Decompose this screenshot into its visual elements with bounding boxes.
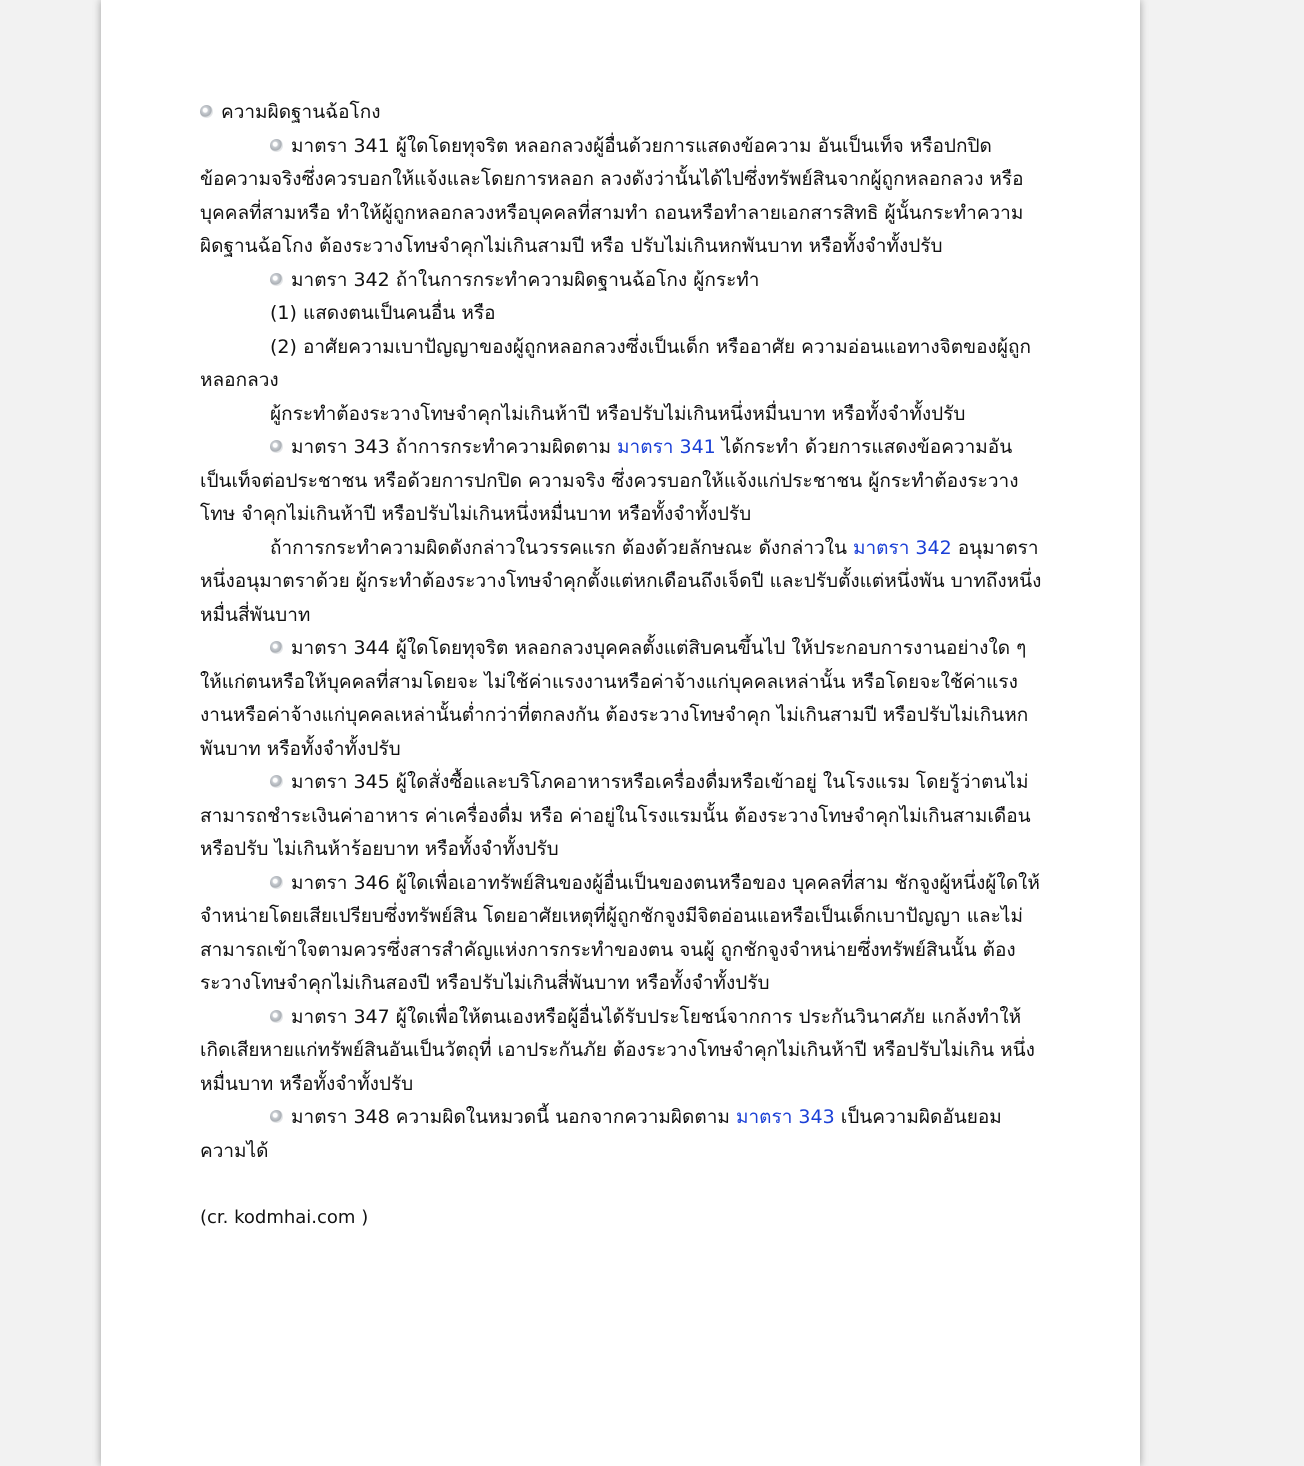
- section-348: มาตรา 348 ความผิดในหมวดนี้ นอกจากความผิดตาม มาตรา 343 เป็นความผิดอันยอมความได้: [200, 1106, 1002, 1162]
- circle-bullet-icon: [270, 876, 283, 889]
- circle-bullet-icon: [270, 775, 283, 788]
- circle-bullet-icon: [270, 641, 283, 654]
- section-343: มาตรา 343 ถ้าการกระทำความผิดตาม มาตรา 341 ได้กระทำ ด้วยการแสดงข้อความอันเป็นเท็จต่อประชาชน หรือด้วยการปกปิด ความจริง ซึ่งควรบอกให้แจ้งแก่ประชาชน ผู้กระทำต้องระวางโทษ จำคุกไม่เกินห้าปี หรือปรับไม่เกินหนึ่งหมื่นบาท หรือทั้งจำทั้งปรับ: [200, 436, 1019, 525]
- section-345: มาตรา 345 ผู้ใดสั่งซื้อและบริโภคอาหารหรือเครื่องดื่มหรือเข้าอยู่ ในโรงแรม โดยรู้ว่าตนไม่สามารถชำระเงินค่าอาหาร ค่าเครื่องดื่ม หรือ ค่าอยู่ในโรงแรมนั้น ต้องระวางโทษจำคุกไม่เกินสามเดือนหรือปรับ ไม่เกินห้าร้อยบาท หรือทั้งจำทั้งปรับ: [200, 771, 1031, 860]
- circle-bullet-icon: [270, 273, 283, 286]
- document-page: [101, 0, 1140, 1466]
- section-342-penalty: ผู้กระทำต้องระวางโทษจำคุกไม่เกินห้าปี หรือปรับไม่เกินหนึ่งหมื่นบาท หรือทั้งจำทั้งปรับ: [270, 402, 966, 425]
- section-342-item-2: (2) อาศัยความเบาปัญญาของผู้ถูกหลอกลวงซึ่งเป็นเด็ก หรืออาศัย ความอ่อนแอทางจิตของผู้ถูกหลอกลวง: [200, 335, 1031, 391]
- section-344: มาตรา 344 ผู้ใดโดยทุจริต หลอกลวงบุคคลตั้งแต่สิบคนขึ้นไป ให้ประกอบการงานอย่างใด ๆ ให้แก่ตนหรือให้บุคคลที่สามโดยจะ ไม่ใช้ค่าแรงงานหรือค่าจ้างแก่บุคคลเหล่านั้น หรือโดยจะใช้ค่าแรงงานหรือค่าจ้างแก่บุคคลเหล่านั้นต่ำกว่าที่ตกลงกัน ต้องระวางโทษจำคุก ไม่เกินสามปี หรือปรับไม่เกินหกพันบาท หรือทั้งจำทั้งปรับ: [200, 637, 1029, 760]
- section-heading: ความผิดฐานฉ้อโกง: [200, 96, 1042, 130]
- section-342: มาตรา 342 ถ้าในการกระทำความผิดฐานฉ้อโกง ผู้กระทำ: [200, 264, 1042, 298]
- link-section-342[interactable]: มาตรา 342: [852, 536, 952, 559]
- circle-bullet-icon: [270, 1010, 283, 1023]
- link-section-341[interactable]: มาตรา 341: [617, 436, 716, 458]
- section-343-paragraph-2: ถ้าการกระทำความผิดดังกล่าวในวรรคแรก ต้องด้วยลักษณะ ดังกล่าวใน มาตรา 342 อนุมาตราหนึ่งอนุมาตราด้วย ผู้กระทำต้องระวางโทษจำคุกตั้งแต่หกเดือนถึงเจ็ดปี และปรับตั้งแต่หนึ่งพัน บาทถึงหนึ่งหมื่นสี่พันบาท: [200, 536, 1042, 626]
- section-346: มาตรา 346 ผู้ใดเพื่อเอาทรัพย์สินของผู้อื่นเป็นของตนหรือของ บุคคลที่สาม ชักจูงผู้หนึ่งผู้ใดให้จำหน่ายโดยเสียเปรียบซึ่งทรัพย์สิน โดยอาศัยเหตุที่ผู้ถูกชักจูงมีจิตอ่อนแอหรือเป็นเด็กเบาปัญญา และไม่สามารถเข้าใจตามควรซึ่งสารสำคัญแห่งการกระทำของตน จนผู้ ถูกชักจูงจำหน่ายซึ่งทรัพย์สินนั้น ต้องระวางโทษจำคุกไม่เกินสองปี หรือปรับไม่เกินสี่พันบาท หรือทั้งจำทั้งปรับ: [200, 871, 1040, 994]
- circle-bullet-icon: [270, 139, 283, 152]
- article-body: [200, 96, 1042, 1235]
- section-341: มาตรา 341 ผู้ใดโดยทุจริต หลอกลวงผู้อื่นด้วยการแสดงข้อความ อันเป็นเท็จ หรือปกปิดข้อความจริงซึ่งควรบอกให้แจ้งและโดยการหลอก ลวงดังว่านั้นได้ไปซึ่งทรัพย์สินจากผู้ถูกหลอกลวง หรือบุคคลที่สามหรือ ทำให้ผู้ถูกหลอกลวงหรือบุคคลที่สามทำ ถอนหรือทำลายเอกสารสิทธิ ผู้นั้นกระทำความผิดฐานฉ้อโกง ต้องระวางโทษจำคุกไม่เกินสามปี หรือ ปรับไม่เกินหกพันบาท หรือทั้งจำทั้งปรับ: [200, 134, 1024, 257]
- source-credit: (cr. kodmhai.com ): [200, 1207, 369, 1228]
- circle-bullet-icon: [200, 105, 213, 118]
- circle-bullet-icon: [270, 440, 283, 453]
- section-347: มาตรา 347 ผู้ใดเพื่อให้ตนเองหรือผู้อื่นได้รับประโยชน์จากการ ประกันวินาศภัย แกล้งทำให้เกิดเสียหายแก่ทรัพย์สินอันเป็นวัตถุที่ เอาประกันภัย ต้องระวางโทษจำคุกไม่เกินห้าปี หรือปรับไม่เกิน หนึ่งหมื่นบาท หรือทั้งจำทั้งปรับ: [200, 1005, 1035, 1095]
- circle-bullet-icon: [270, 1110, 283, 1123]
- section-342-item-1: (1) แสดงตนเป็นคนอื่น หรือ: [270, 302, 496, 324]
- link-section-343[interactable]: มาตรา 343: [735, 1106, 835, 1128]
